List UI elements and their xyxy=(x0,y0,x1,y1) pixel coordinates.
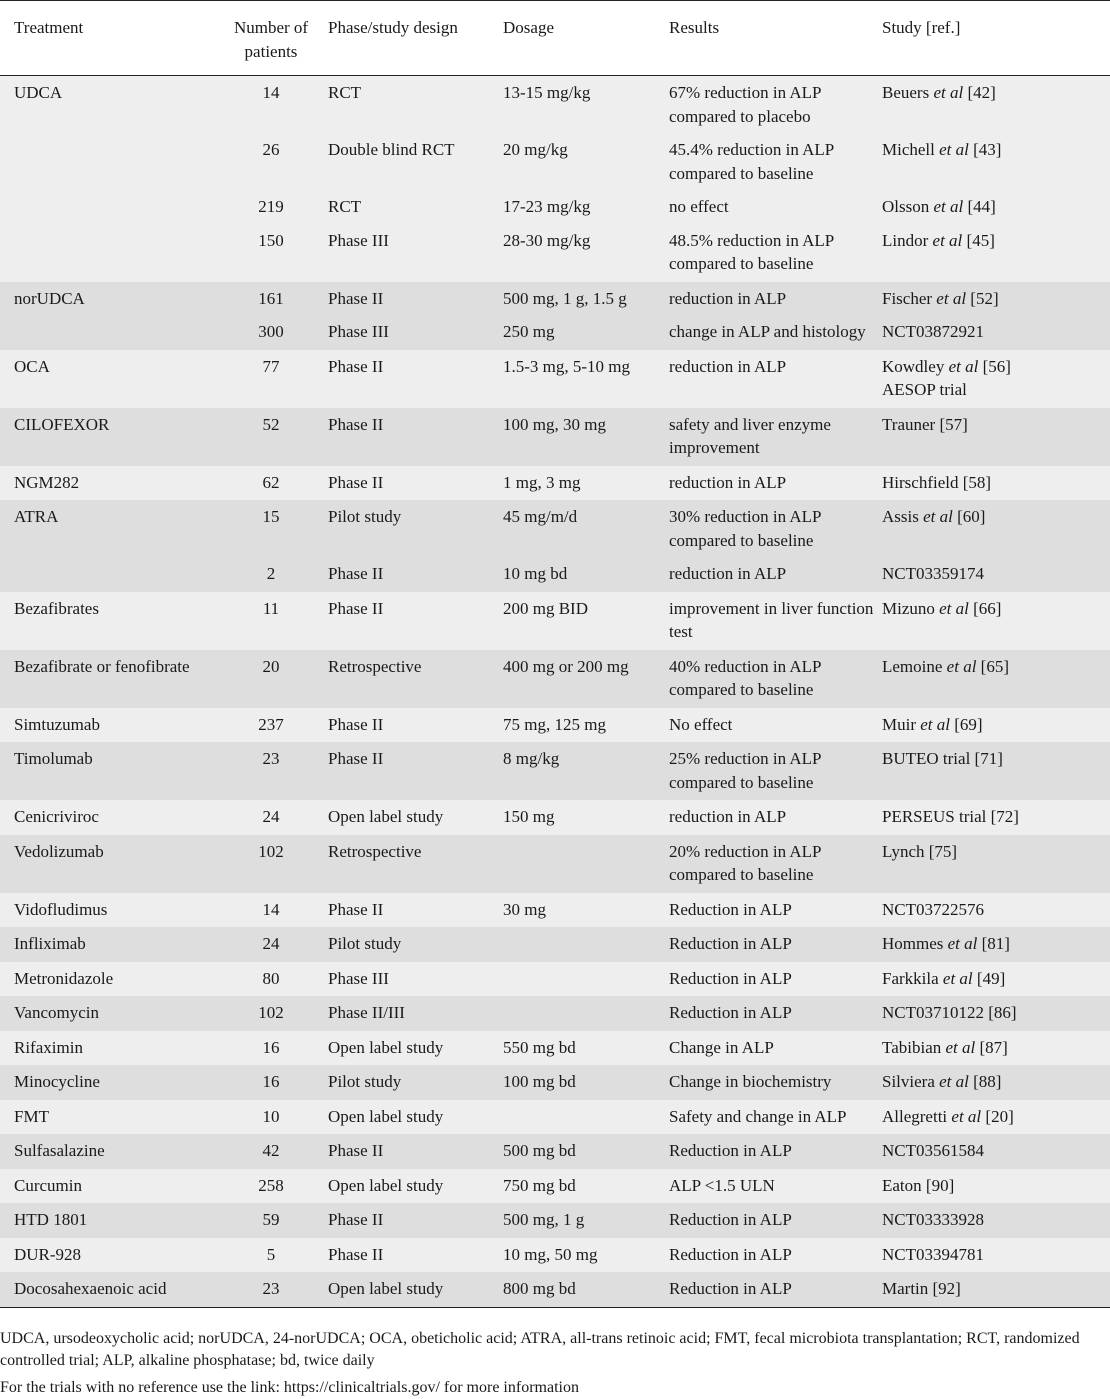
cell-study xyxy=(882,1100,1110,1135)
study-ref-number: [88] xyxy=(968,1072,1002,1091)
cell-study xyxy=(882,225,1110,282)
cell-patients: 10 xyxy=(214,1100,328,1135)
cell-treatment: Metronidazole xyxy=(0,962,214,997)
clinicaltrials-note: For the trials with no reference use the link: https://clinicaltrials.gov/ for more information xyxy=(0,1379,579,1396)
table-row xyxy=(0,1031,1110,1066)
cell-results: 40% reduction in ALP compared to baseline xyxy=(669,650,882,708)
cell-results: 48.5% reduction in ALP compared to baseline xyxy=(669,225,882,282)
cell-dosage: 45 mg/m/d xyxy=(503,500,669,558)
cell-patients: 59 xyxy=(214,1203,328,1238)
cell-patients: 77 xyxy=(214,350,328,408)
study-et-al: et al xyxy=(934,598,969,618)
cell-patients: 102 xyxy=(214,996,328,1031)
cell-study xyxy=(882,1031,1110,1066)
cell-patients: 23 xyxy=(214,1272,328,1307)
cell-dosage: 13-15 mg/kg xyxy=(503,76,669,135)
cell-patients: 150 xyxy=(214,225,328,282)
cell-design: Pilot study xyxy=(328,927,503,962)
cell-patients: 258 xyxy=(214,1169,328,1204)
cell-patients: 5 xyxy=(214,1238,328,1273)
study-et-al: et al xyxy=(916,714,950,734)
table-row xyxy=(0,1100,1110,1135)
cell-design: Phase II xyxy=(328,558,503,592)
cell-dosage xyxy=(503,835,669,893)
cell-design: RCT xyxy=(328,76,503,135)
cell-treatment: Simtuzumab xyxy=(0,708,214,743)
study-et-al: et al xyxy=(929,197,964,216)
cell-study xyxy=(882,650,1110,708)
cell-design: Phase II xyxy=(328,742,503,800)
cell-design: Open label study xyxy=(328,1100,503,1135)
table-footnotes xyxy=(0,1328,1108,1399)
study-ref-number: [45] xyxy=(962,230,995,250)
cell-study xyxy=(882,558,1110,592)
cell-treatment: Bezafibrates xyxy=(0,592,214,650)
table-row xyxy=(0,558,1110,592)
cell-design: Phase II xyxy=(328,282,503,317)
table-row xyxy=(0,316,1110,350)
study-et-al: et al xyxy=(938,968,973,988)
study-ref-number: [65] xyxy=(976,656,1009,676)
table-row xyxy=(0,650,1110,708)
cell-study xyxy=(882,962,1110,997)
study-et-al: et al xyxy=(941,1037,976,1057)
cell-patients: 219 xyxy=(214,191,328,225)
header-row xyxy=(0,1,1110,76)
cell-results: 45.4% reduction in ALP compared to baseline xyxy=(669,134,882,191)
header-number-of-patients: Number of patients xyxy=(214,1,328,76)
cell-dosage: 150 mg xyxy=(503,800,669,835)
cell-dosage: 750 mg bd xyxy=(503,1169,669,1204)
cell-study xyxy=(882,76,1110,135)
cell-treatment: Rifaximin xyxy=(0,1031,214,1066)
study-et-al: et al xyxy=(934,1072,969,1091)
cell-results: Reduction in ALP xyxy=(669,893,882,928)
cell-treatment: Bezafibrate or fenofibrate xyxy=(0,650,214,708)
table-row xyxy=(0,1065,1110,1100)
cell-treatment: DUR-928 xyxy=(0,1238,214,1273)
cell-treatment: Cenicriviroc xyxy=(0,800,214,835)
header-treatment: Treatment xyxy=(0,1,214,76)
cell-dosage: 250 mg xyxy=(503,316,669,350)
cell-patients: 11 xyxy=(214,592,328,650)
study-author: Hirschfield [58] xyxy=(882,472,992,492)
cell-dosage: 100 mg bd xyxy=(503,1065,669,1100)
cell-results: Reduction in ALP xyxy=(669,1203,882,1238)
cell-treatment xyxy=(0,316,214,350)
cell-study xyxy=(882,1169,1110,1204)
cell-study xyxy=(882,282,1110,317)
cell-design: Retrospective xyxy=(328,835,503,893)
study-et-al: et al xyxy=(944,356,979,376)
cell-design: Phase II/III xyxy=(328,996,503,1031)
cell-design: Phase II xyxy=(328,408,503,466)
table-row xyxy=(0,1169,1110,1204)
study-author: NCT03561584 xyxy=(882,1141,984,1160)
study-ref-number: [43] xyxy=(968,140,1002,159)
table-row xyxy=(0,1134,1110,1169)
cell-treatment: HTD 1801 xyxy=(0,1203,214,1238)
cell-design: Phase III xyxy=(328,225,503,282)
cell-study xyxy=(882,191,1110,225)
cell-study xyxy=(882,996,1110,1031)
study-author: Lynch [75] xyxy=(882,841,958,861)
cell-dosage: 200 mg BID xyxy=(503,592,669,650)
cell-dosage: 28-30 mg/kg xyxy=(503,225,669,282)
cell-treatment: UDCA xyxy=(0,76,214,135)
table-row xyxy=(0,835,1110,893)
cell-design: RCT xyxy=(328,191,503,225)
table-row xyxy=(0,962,1110,997)
cell-treatment xyxy=(0,191,214,225)
cell-results: reduction in ALP xyxy=(669,350,882,408)
cell-patients: 24 xyxy=(214,927,328,962)
study-et-al: et al xyxy=(942,656,977,676)
study-author: Trauner [57] xyxy=(882,414,968,434)
table-row xyxy=(0,592,1110,650)
study-ref-number: [87] xyxy=(975,1037,1008,1057)
cell-treatment: Curcumin xyxy=(0,1169,214,1204)
table-row xyxy=(0,893,1110,928)
study-author: Michell xyxy=(882,140,935,159)
cell-study xyxy=(882,592,1110,650)
cell-results: Reduction in ALP xyxy=(669,996,882,1031)
header-phase-study-design: Phase/study design xyxy=(328,1,503,76)
cell-results: Reduction in ALP xyxy=(669,927,882,962)
table-row xyxy=(0,350,1110,408)
cell-results: No effect xyxy=(669,708,882,743)
table-row xyxy=(0,191,1110,225)
study-author: Lindor xyxy=(882,230,929,250)
cell-design: Retrospective xyxy=(328,650,503,708)
cell-patients: 102 xyxy=(214,835,328,893)
study-author: Beuers xyxy=(882,83,930,102)
study-ref-number: [66] xyxy=(968,598,1002,618)
header-dosage: Dosage xyxy=(503,1,669,76)
study-et-al: et al xyxy=(928,230,963,250)
cell-dosage: 550 mg bd xyxy=(503,1031,669,1066)
cell-study xyxy=(882,927,1110,962)
cell-design: Open label study xyxy=(328,1169,503,1204)
study-author: Mizuno xyxy=(882,598,935,618)
study-author: PERSEUS trial [72] xyxy=(882,807,1019,826)
study-author: Olsson xyxy=(882,197,930,216)
cell-dosage: 1.5-3 mg, 5-10 mg xyxy=(503,350,669,408)
cell-study xyxy=(882,800,1110,835)
header-study-ref: Study [ref.] xyxy=(882,1,1110,76)
table-row xyxy=(0,927,1110,962)
study-author: NCT03722576 xyxy=(882,899,984,919)
cell-study xyxy=(882,1065,1110,1100)
cell-treatment: Sulfasalazine xyxy=(0,1134,214,1169)
study-author: Muir xyxy=(882,714,916,734)
cell-patients: 23 xyxy=(214,742,328,800)
table-row xyxy=(0,500,1110,558)
cell-dosage: 800 mg bd xyxy=(503,1272,669,1307)
study-ref-number: [20] xyxy=(981,1106,1014,1126)
cell-design: Phase II xyxy=(328,1134,503,1169)
cell-patients: 42 xyxy=(214,1134,328,1169)
cell-treatment: Vedolizumab xyxy=(0,835,214,893)
cell-treatment: FMT xyxy=(0,1100,214,1135)
cell-patients: 20 xyxy=(214,650,328,708)
study-author: Tabibian xyxy=(882,1037,942,1057)
study-et-al: et al xyxy=(932,288,967,308)
cell-treatment: Minocycline xyxy=(0,1065,214,1100)
table-row xyxy=(0,708,1110,743)
cell-study xyxy=(882,835,1110,893)
cell-treatment: norUDCA xyxy=(0,282,214,317)
study-et-al: et al xyxy=(947,1106,982,1126)
cell-patients: 52 xyxy=(214,408,328,466)
cell-study xyxy=(882,893,1110,928)
cell-patients: 24 xyxy=(214,800,328,835)
cell-patients: 15 xyxy=(214,500,328,558)
cell-treatment: ATRA xyxy=(0,500,214,558)
cell-patients: 16 xyxy=(214,1065,328,1100)
cell-dosage: 500 mg, 1 g, 1.5 g xyxy=(503,282,669,317)
study-ref-number: [69] xyxy=(950,714,983,734)
cell-results: Reduction in ALP xyxy=(669,1238,882,1273)
cell-results: Reduction in ALP xyxy=(669,1134,882,1169)
table-row xyxy=(0,996,1110,1031)
study-author: BUTEO trial [71] xyxy=(882,749,1003,768)
study-author: NCT03394781 xyxy=(882,1244,984,1264)
study-ref-number: [56] xyxy=(978,356,1011,376)
study-author: Hommes xyxy=(882,934,944,953)
cell-design: Phase II xyxy=(328,350,503,408)
cell-study xyxy=(882,408,1110,466)
cell-treatment: NGM282 xyxy=(0,466,214,501)
cell-design: Open label study xyxy=(328,800,503,835)
study-author: Farkkila xyxy=(882,968,939,988)
study-author: Silviera xyxy=(882,1072,935,1091)
cell-results: no effect xyxy=(669,191,882,225)
cell-design: Phase II xyxy=(328,893,503,928)
cell-patients: 237 xyxy=(214,708,328,743)
study-author: Lemoine xyxy=(882,656,943,676)
study-author: NCT03333928 xyxy=(882,1210,984,1229)
cell-treatment xyxy=(0,558,214,592)
table-row xyxy=(0,742,1110,800)
abbreviations-note: UDCA, ursodeoxycholic acid; norUDCA, 24-norUDCA; OCA, obeticholic acid; ATRA, all-trans retinoic acid; FMT, fecal microbiota transplantation; RCT, randomized controlled trial; ALP, alkaline phosphatase; bd, twice daily xyxy=(0,1330,1080,1369)
study-author: NCT03359174 xyxy=(882,564,984,583)
cell-results: ALP <1.5 ULN xyxy=(669,1169,882,1204)
cell-results: Change in ALP xyxy=(669,1031,882,1066)
cell-treatment xyxy=(0,134,214,191)
cell-study xyxy=(882,134,1110,191)
cell-dosage xyxy=(503,996,669,1031)
study-author: NCT03872921 xyxy=(882,322,984,341)
cell-treatment: Timolumab xyxy=(0,742,214,800)
cell-design: Phase III xyxy=(328,316,503,350)
cell-study xyxy=(882,1272,1110,1307)
cell-patients: 14 xyxy=(214,893,328,928)
study-author: Allegretti xyxy=(882,1106,948,1126)
cell-treatment: OCA xyxy=(0,350,214,408)
cell-design: Double blind RCT xyxy=(328,134,503,191)
study-et-al: et al xyxy=(918,507,953,526)
cell-treatment xyxy=(0,225,214,282)
cell-patients: 300 xyxy=(214,316,328,350)
table-row xyxy=(0,466,1110,501)
cell-patients: 14 xyxy=(214,76,328,135)
cell-patients: 62 xyxy=(214,466,328,501)
cell-study xyxy=(882,350,1110,408)
cell-treatment: Vancomycin xyxy=(0,996,214,1031)
cell-patients: 80 xyxy=(214,962,328,997)
cell-results: change in ALP and histology xyxy=(669,316,882,350)
cell-study xyxy=(882,500,1110,558)
cell-results: safety and liver enzyme improvement xyxy=(669,408,882,466)
cell-dosage: 30 mg xyxy=(503,893,669,928)
cell-design: Pilot study xyxy=(328,1065,503,1100)
cell-results: 67% reduction in ALP compared to placebo xyxy=(669,76,882,135)
cell-patients: 2 xyxy=(214,558,328,592)
cell-design: Open label study xyxy=(328,1272,503,1307)
cell-patients: 26 xyxy=(214,134,328,191)
cell-design: Phase II xyxy=(328,1238,503,1273)
study-author: Eaton [90] xyxy=(882,1175,955,1195)
cell-results: Safety and change in ALP xyxy=(669,1100,882,1135)
cell-results: reduction in ALP xyxy=(669,466,882,501)
cell-study xyxy=(882,466,1110,501)
study-ref-number: [81] xyxy=(977,934,1010,953)
cell-treatment: Vidofludimus xyxy=(0,893,214,928)
cell-results: Reduction in ALP xyxy=(669,1272,882,1307)
cell-results: reduction in ALP xyxy=(669,800,882,835)
cell-dosage xyxy=(503,927,669,962)
study-extra: AESOP trial xyxy=(882,380,967,399)
table-row xyxy=(0,282,1110,317)
cell-design: Pilot study xyxy=(328,500,503,558)
cell-results: reduction in ALP xyxy=(669,282,882,317)
cell-dosage xyxy=(503,1100,669,1135)
cell-study xyxy=(882,1203,1110,1238)
cell-dosage: 10 mg, 50 mg xyxy=(503,1238,669,1273)
table-row xyxy=(0,408,1110,466)
cell-design: Open label study xyxy=(328,1031,503,1066)
cell-design: Phase II xyxy=(328,708,503,743)
cell-dosage: 75 mg, 125 mg xyxy=(503,708,669,743)
cell-dosage: 17-23 mg/kg xyxy=(503,191,669,225)
study-ref-number: [44] xyxy=(963,197,996,216)
table-row xyxy=(0,76,1110,135)
cell-dosage: 8 mg/kg xyxy=(503,742,669,800)
table-row xyxy=(0,1272,1110,1307)
cell-treatment: CILOFEXOR xyxy=(0,408,214,466)
cell-study xyxy=(882,1238,1110,1273)
study-et-al: et al xyxy=(943,934,978,953)
cell-study xyxy=(882,742,1110,800)
study-author: Fischer xyxy=(882,288,933,308)
study-ref-number: [42] xyxy=(963,83,996,102)
study-author: Kowdley xyxy=(882,356,945,376)
cell-patients: 161 xyxy=(214,282,328,317)
table-row xyxy=(0,225,1110,282)
cell-study xyxy=(882,316,1110,350)
table-header xyxy=(0,1,1110,76)
cell-design: Phase II xyxy=(328,466,503,501)
cell-results: Change in biochemistry xyxy=(669,1065,882,1100)
study-et-al: et al xyxy=(934,140,969,159)
cell-dosage: 20 mg/kg xyxy=(503,134,669,191)
cell-dosage: 500 mg, 1 g xyxy=(503,1203,669,1238)
cell-dosage: 400 mg or 200 mg xyxy=(503,650,669,708)
table-row xyxy=(0,1203,1110,1238)
cell-results: 25% reduction in ALP compared to baseline xyxy=(669,742,882,800)
cell-design: Phase II xyxy=(328,592,503,650)
cell-results: Reduction in ALP xyxy=(669,962,882,997)
study-author: Assis xyxy=(882,507,919,526)
cell-dosage: 10 mg bd xyxy=(503,558,669,592)
table-row xyxy=(0,1238,1110,1273)
study-author: Martin [92] xyxy=(882,1279,961,1298)
cell-dosage: 100 mg, 30 mg xyxy=(503,408,669,466)
header-results: Results xyxy=(669,1,882,76)
cell-design: Phase II xyxy=(328,1203,503,1238)
cell-dosage: 1 mg, 3 mg xyxy=(503,466,669,501)
study-ref-number: [49] xyxy=(972,968,1006,988)
cell-study xyxy=(882,1134,1110,1169)
study-ref-number: [52] xyxy=(966,288,999,308)
cell-results: 30% reduction in ALP compared to baseline xyxy=(669,500,882,558)
table-row xyxy=(0,134,1110,191)
study-et-al: et al xyxy=(929,83,964,102)
cell-results: improvement in liver function test xyxy=(669,592,882,650)
cell-patients: 16 xyxy=(214,1031,328,1066)
table-body xyxy=(0,76,1110,1308)
cell-treatment: Infliximab xyxy=(0,927,214,962)
cell-design: Phase III xyxy=(328,962,503,997)
cell-study xyxy=(882,708,1110,743)
cell-results: 20% reduction in ALP compared to baseline xyxy=(669,835,882,893)
study-ref-number: [60] xyxy=(952,507,986,526)
cell-results: reduction in ALP xyxy=(669,558,882,592)
cell-dosage: 500 mg bd xyxy=(503,1134,669,1169)
cell-treatment: Docosahexaenoic acid xyxy=(0,1272,214,1307)
study-author: NCT03710122 [86] xyxy=(882,1003,1017,1022)
table-row xyxy=(0,800,1110,835)
cell-dosage xyxy=(503,962,669,997)
